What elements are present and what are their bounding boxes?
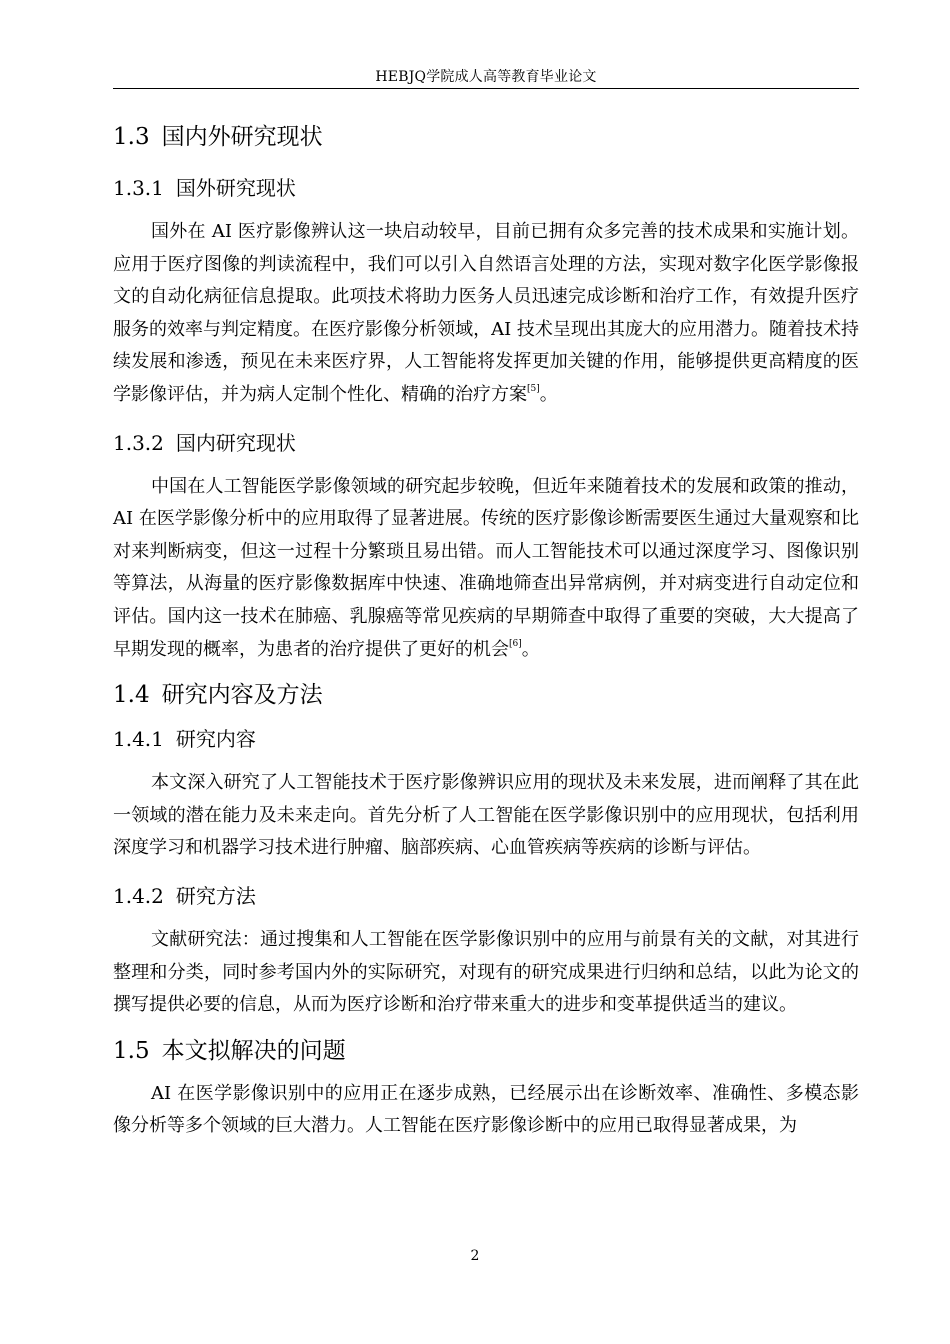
- section-number: 1.3: [113, 124, 150, 150]
- section-heading-1-3: [113, 120, 859, 154]
- section-number: 1.4: [113, 682, 150, 709]
- subsection-title: 研究方法: [175, 883, 256, 908]
- paragraph-end: 。: [539, 383, 558, 405]
- paragraph-text: 国外在 AI 医疗影像辨认这一块启动较早，目前已拥有众多完善的技术成果和实施计划。应用于医疗图像的判读流程中，我们可以引入自然语言处理的方法，实现对数字化医学影像报文的自动化病征信息提取。此项技术将助力医务人员迅速完成诊断和治疗工作，有效提升医疗服务的效率与判定精度。在医疗影像分析领域，AI 技术呈现出其庞大的应用潜力。随着技术持续发展和渗透，预见在未来医疗界，人工智能将发挥更加关键的作用，能够提供更高精度的医学影像评估，并为病人定制个性化、精确的治疗方案: [113, 221, 859, 405]
- subsection-title: 国外研究现状: [175, 176, 296, 200]
- running-header: HEBJQ学院成人高等教育毕业论文: [375, 69, 597, 85]
- section-heading-1-5: [113, 1034, 859, 1068]
- paragraph-foreign-research: [113, 216, 859, 412]
- subsection-heading-1-3-1: [113, 173, 859, 203]
- section-number: 1.5: [113, 1037, 150, 1064]
- header-rule: [113, 88, 859, 89]
- page-number: 2: [470, 1248, 480, 1264]
- subsection-title: 国内研究现状: [175, 430, 296, 455]
- citation-ref: [5]: [527, 383, 540, 394]
- section-title: 研究内容及方法: [161, 682, 323, 709]
- section-title: 国内外研究现状: [161, 124, 323, 150]
- citation-ref: [6]: [509, 638, 522, 649]
- subsection-heading-1-3-2: [113, 428, 859, 458]
- paragraph-research-method: 文献研究法：通过搜集和人工智能在医学影像识别中的应用与前景有关的文献，对其进行整理和分类，同时参考国内外的实际研究，对现有的研究成果进行归纳和总结，以此为论文的撰写提供必要的信息，从而为医疗诊断和治疗带来重大的进步和变革提供适当的建议。: [113, 928, 859, 1016]
- paragraph-domestic-research: [113, 471, 859, 667]
- paragraph-problems: AI 在医学影像识别中的应用正在逐步成熟，已经展示出在诊断效率、准确性、多模态影像分析等多个领域的巨大潜力。人工智能在医疗影像诊断中的应用已取得显著成果，为: [113, 1082, 859, 1137]
- subsection-heading-1-4-1: [113, 724, 859, 754]
- section-heading-1-4: [113, 678, 859, 712]
- paragraph-end: 。: [521, 638, 540, 660]
- paragraph-research-content: 本文深入研究了人工智能技术于医疗影像辨识应用的现状及未来发展，进而阐释了其在此一领域的潜在能力及未来走向。首先分析了人工智能在医学影像识别中的应用现状，包括利用深度学习和机器学习技术进行肿瘤、脑部疾病、心血管疾病等疾病的诊断与评估。: [113, 772, 859, 859]
- subsection-number: 1.3.1: [113, 176, 164, 200]
- subsection-number: 1.4.1: [113, 727, 164, 752]
- page-body: [113, 120, 859, 1143]
- paragraph-text: 中国在人工智能医学影像领域的研究起步较晚，但近年来随着技术的发展和政策的推动，AI 在医学影像分析中的应用取得了显著进展。传统的医疗影像诊断需要医生通过大量观察和比对来判断病变，但这一过程十分繁琐且易出错。而人工智能技术可以通过深度学习、图像识别等算法，从海量的医疗影像数据库中快速、准确地筛查出异常病例，并对病变进行自动定位和评估。国内这一技术在肺癌、乳腺癌等常见疾病的早期筛查中取得了重要的突破，大大提高了早期发现的概率，为患者的治疗提供了更好的机会: [113, 475, 859, 660]
- subsection-title: 研究内容: [175, 727, 256, 752]
- subsection-number: 1.3.2: [113, 430, 164, 455]
- section-title: 本文拟解决的问题: [161, 1037, 346, 1064]
- subsection-heading-1-4-2: [113, 881, 859, 911]
- subsection-number: 1.4.2: [113, 883, 164, 908]
